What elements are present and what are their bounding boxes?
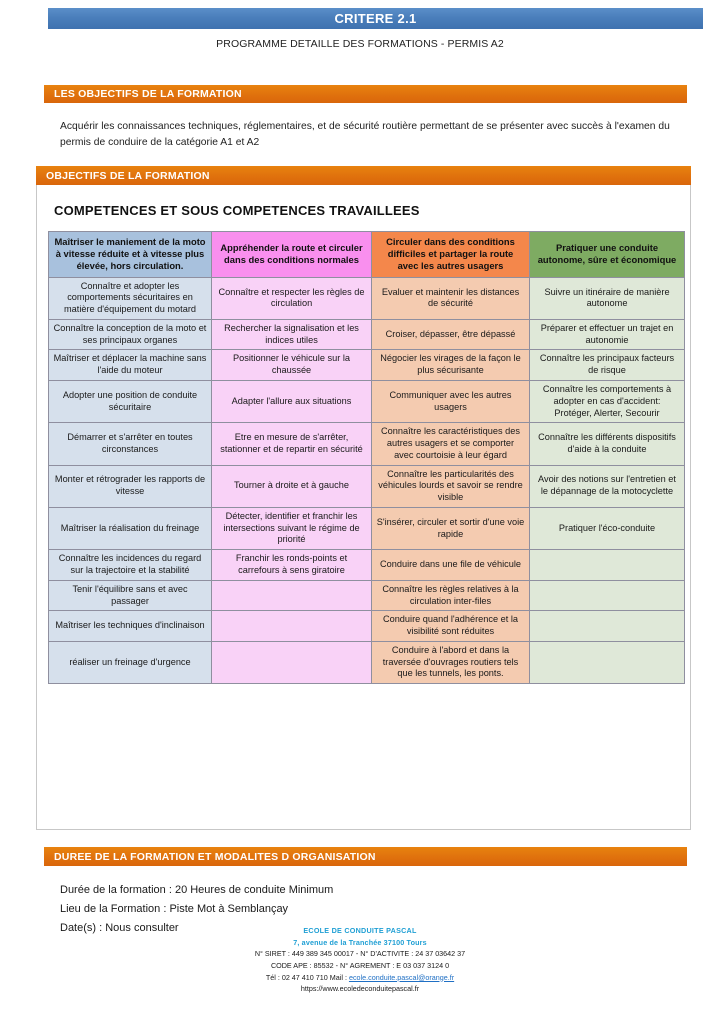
table-cell-empty	[212, 580, 372, 611]
table-cell: Connaître les incidences du regard sur la trajectoire et la stabilité	[49, 550, 212, 581]
table-cell: S'insérer, circuler et sortir d'une voie rapide	[372, 507, 530, 549]
table-cell: Tenir l'équilibre sans et avec passager	[49, 580, 212, 611]
table-row	[49, 423, 685, 465]
table-cell: Pratiquer l'éco-conduite	[530, 507, 685, 549]
footer-email-link[interactable]: ecole.conduite.pascal@orange.fr	[348, 972, 455, 982]
objectives-paragraph: Acquérir les connaissances techniques, réglementaires, et de sécurité routière permettant de se présenter avec succès à l'examen du permis de conduire de la catégorie A1 et A2	[60, 121, 670, 148]
table-cell: Positionner le véhicule sur la chaussée	[212, 350, 372, 381]
footer-codes: CODE APE : 85532 - N° AGREMENT : E 03 037 3124 0	[270, 960, 450, 970]
table-cell: Monter et rétrograder les rapports de vitesse	[49, 465, 212, 507]
table-row	[49, 580, 685, 611]
table-cell: Conduire quand l'adhérence et la visibilité sont réduites	[372, 611, 530, 642]
table-cell: Connaître et adopter les comportements sécuritaires en matière d'équipement du motard	[49, 277, 212, 319]
table-cell: Connaître les particularités des véhicules lourds et savoir se rendre visible	[372, 465, 530, 507]
table-row	[49, 641, 685, 683]
footer-tel-label: Tél : 02 47 410 710 Mail :	[265, 972, 349, 982]
table-header-cell-route-normale: Appréhender la route et circuler dans des conditions normales	[212, 232, 372, 278]
table-cell: Maîtriser les techniques d'inclinaison	[49, 611, 212, 642]
table-cell: Avoir des notions sur l'entretien et le dépannage de la motocyclette	[530, 465, 685, 507]
table-cell: Connaître les différents dispositifs d'aide à la conduite	[530, 423, 685, 465]
table-cell: Détecter, identifier et franchir les intersections suivant le régime de priorité	[212, 507, 372, 549]
table-cell: Connaître les règles relatives à la circulation inter-files	[372, 580, 530, 611]
table-cell: Négocier les virages de la façon le plus sécurisante	[372, 350, 530, 381]
table-row	[49, 350, 685, 381]
table-cell: Communiquer avec les autres usagers	[372, 381, 530, 423]
footer-contact-line	[0, 972, 720, 984]
section-bar-duration: DUREE DE LA FORMATION ET MODALITES D ORGANISATION	[44, 847, 687, 866]
table-row	[49, 507, 685, 549]
table-cell: Rechercher la signalisation et les indices utiles	[212, 319, 372, 350]
table-cell: Connaître les principaux facteurs de risque	[530, 350, 685, 381]
table-body	[49, 277, 685, 683]
table-cell: Connaître les comportements à adopter en cas d'accident: Protéger, Alerter, Secourir	[530, 381, 685, 423]
table-cell-empty	[530, 580, 685, 611]
table-cell: Connaître les caractéristiques des autres usagers et se comporter avec courtoisie à leur égard	[372, 423, 530, 465]
page-footer	[0, 925, 720, 995]
table-header-cell-conditions-difficiles: Circuler dans des conditions difficiles et partager la route avec les autres usagers	[372, 232, 530, 278]
table-cell: Démarrer et s'arrêter en toutes circonstances	[49, 423, 212, 465]
table-header-row	[49, 232, 685, 278]
criterion-banner: CRITERE 2.1	[48, 8, 703, 29]
table-cell: Conduire à l'abord et dans la traversée d'ouvrages routiers tels que les tunnels, les ponts.	[372, 641, 530, 683]
table-row	[49, 550, 685, 581]
footer-school-name: ECOLE DE CONDUITE PASCAL	[303, 926, 417, 935]
table-cell: Maîtriser et déplacer la machine sans l'aide du moteur	[49, 350, 212, 381]
table-cell: Conduire dans une file de véhicule	[372, 550, 530, 581]
competences-table	[48, 231, 685, 684]
table-cell-empty	[530, 611, 685, 642]
table-cell-empty	[212, 641, 372, 683]
table-row	[49, 381, 685, 423]
table-cell: Franchir les ronds-points et carrefours à sens giratoire	[212, 550, 372, 581]
duration-line-lieu: Lieu de la Formation : Piste Mot à Semblançay	[60, 902, 289, 915]
duration-line-duree: Durée de la formation : 20 Heures de conduite Minimum	[60, 884, 334, 896]
table-row	[49, 465, 685, 507]
table-header-cell-conduite-autonome: Pratiquer une conduite autonome, sûre et économique	[530, 232, 685, 278]
section-bar-formation-objectives: OBJECTIFS DE LA FORMATION	[36, 166, 691, 185]
table-cell: Préparer et effectuer un trajet en autonomie	[530, 319, 685, 350]
footer-website: https://www.ecoledeconduitepascal.fr	[300, 984, 420, 994]
table-cell: Suivre un itinéraire de manière autonome	[530, 277, 685, 319]
table-cell: Adopter une position de conduite sécuritaire	[49, 381, 212, 423]
table-cell: Etre en mesure de s'arrêter, stationner et de repartir en sécurité	[212, 423, 372, 465]
footer-address: 7, avenue de la Tranchée 37100 Tours	[293, 937, 427, 947]
table-cell-empty	[530, 641, 685, 683]
duration-line-dates: Date(s) : Nous consulter	[60, 921, 179, 934]
table-cell: Connaître la conception de la moto et ses principaux organes	[49, 319, 212, 350]
table-cell: Evaluer et maintenir les distances de sécurité	[372, 277, 530, 319]
table-cell-empty	[212, 611, 372, 642]
section-bar-objectives: LES OBJECTIFS DE LA FORMATION	[44, 85, 687, 103]
table-cell: Connaître et respecter les règles de circulation	[212, 277, 372, 319]
table-row	[49, 611, 685, 642]
table-cell: Croiser, dépasser, être dépassé	[372, 319, 530, 350]
table-header-cell-maniement: Maîtriser le maniement de la moto à vitesse réduite et à vitesse plus élevée, hors circulation.	[49, 232, 212, 278]
footer-legal-ids: N° SIRET : 449 389 345 00017 - N° D'ACTIVITE : 24 37 03642 37	[254, 949, 466, 959]
table-row	[49, 319, 685, 350]
table-cell-empty	[530, 550, 685, 581]
table-cell: Tourner à droite et à gauche	[212, 465, 372, 507]
table-cell: réaliser un freinage d'urgence	[49, 641, 212, 683]
table-row	[49, 277, 685, 319]
table-cell: Adapter l'allure aux situations	[212, 381, 372, 423]
document-subtitle: PROGRAMME DETAILLE DES FORMATIONS - PERMIS A2	[216, 38, 504, 50]
competences-heading: COMPETENCES ET SOUS COMPETENCES TRAVAILLEES	[54, 203, 420, 218]
table-cell: Maîtriser la réalisation du freinage	[49, 507, 212, 549]
